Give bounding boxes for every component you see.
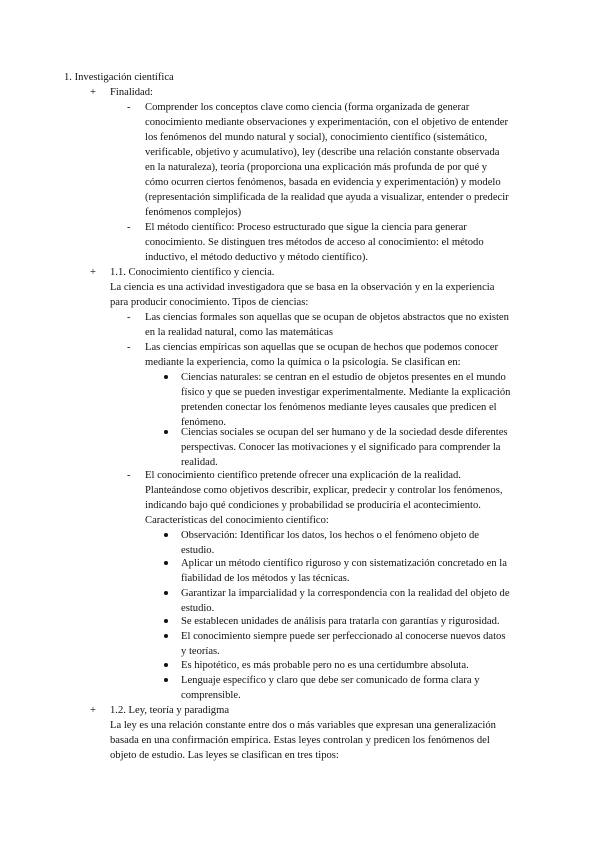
text-line: Ciencias naturales: se centran en el estudio de objetos presentes en el mundo xyxy=(181,372,506,383)
subsection-title: 1.2. Ley, teoría y paradigma xyxy=(110,705,230,716)
text-line: físico y que se pueden investigar experimentalmente. Mediante la explicación xyxy=(181,387,511,398)
bullet-icon xyxy=(164,663,168,667)
bullet-icon xyxy=(164,561,168,565)
text-line: para producir conocimiento. Tipos de ciencias: xyxy=(110,297,309,308)
text-line: fenómeno. xyxy=(181,417,227,428)
text-line: mediante la experiencia, como la química o la psicología. Se clasifican en: xyxy=(145,357,461,368)
text-line: perspectivas. Conocer las motivaciones y el significado para comprender la xyxy=(181,442,501,453)
text-line: estudio. xyxy=(181,545,215,556)
text-line: Planteándose como objetivos describir, explicar, predecir y controlar los fenómenos, xyxy=(145,485,503,496)
text-line: Se establecen unidades de análisis para tratarla con garantías y rigurosidad. xyxy=(181,616,500,627)
dash-marker: - xyxy=(127,102,131,113)
text-line: inductivo, el método deductivo y método científico). xyxy=(145,252,369,263)
text-line: conocimiento mediante observaciones y experimentación, con el objetivo de entender xyxy=(145,117,508,128)
bullet-icon xyxy=(164,591,168,595)
text-line: en la naturaleza), teoría (proporciona una explicación más profunda de por qué y xyxy=(145,162,488,173)
text-line: El método científico: Proceso estructurado que sigue la ciencia para generar xyxy=(145,222,467,233)
text-line: Lenguaje específico y claro que debe ser comunicado de forma clara y xyxy=(181,675,480,686)
dash-marker: - xyxy=(127,470,131,481)
text-line: Las ciencias formales son aquellas que se ocupan de objetos abstractos que no existen xyxy=(145,312,509,323)
text-line: fiabilidad de los métodos y las técnicas. xyxy=(181,573,350,584)
text-line: (representación simplificada de la realidad que ayuda a visualizar, entender o predecir xyxy=(145,192,509,203)
text-line: fenómenos complejos) xyxy=(145,207,242,218)
text-line: comprensible. xyxy=(181,690,241,701)
text-line: Aplicar un método científico riguroso y con sistematización concretado en la xyxy=(181,558,507,569)
text-line: indicando bajo qué condiciones y probabilidad se produciría el acontecimiento. xyxy=(145,500,481,511)
text-line: Es hipotético, es más probable pero no es una certidumbre absoluta. xyxy=(181,660,469,671)
text-line: objeto de estudio. Las leyes se clasifican en tres tipos: xyxy=(110,750,339,761)
dash-marker: - xyxy=(127,312,131,323)
text-line: Características del conocimiento científico: xyxy=(145,515,329,526)
text-line: La ciencia es una actividad investigadora que se basa en la observación y en la experiencia xyxy=(110,282,495,293)
text-line: Las ciencias empíricas son aquellas que se ocupan de hechos que podemos conocer xyxy=(145,342,498,353)
text-line: Comprender los conceptos clave como ciencia (forma organizada de generar xyxy=(145,102,470,113)
bullet-icon xyxy=(164,430,168,434)
plus-marker: + xyxy=(90,705,96,716)
bullet-icon xyxy=(164,619,168,623)
text-line: conocimiento. Se distinguen tres métodos de acceso al conocimiento: el método xyxy=(145,237,484,248)
text-line: Ciencias sociales se ocupan del ser humano y de la sociedad desde diferentes xyxy=(181,427,508,438)
text-line: El conocimiento científico pretende ofrecer una explicación de la realidad. xyxy=(145,470,461,481)
text-line: verificable, objetivo y acumulativo), ley (describe una relación constante observada xyxy=(145,147,500,158)
subsection-title: 1.1. Conocimiento científico y ciencia. xyxy=(110,267,275,278)
text-line: realidad. xyxy=(181,457,218,468)
finalidad-label: Finalidad: xyxy=(110,87,153,98)
text-line: El conocimiento siempre puede ser perfeccionado al conocerse nuevos datos xyxy=(181,631,506,642)
text-line: y teorías. xyxy=(181,646,220,657)
bullet-icon xyxy=(164,533,168,537)
text-line: basada en una confirmación empírica. Estas leyes controlan y predicen los fenómenos del xyxy=(110,735,490,746)
text-line: Garantizar la imparcialidad y la correspondencia con la realidad del objeto de xyxy=(181,588,510,599)
text-line: los fenómenos del mundo natural y social), conocimiento científico (sistemático, xyxy=(145,132,488,143)
dash-marker: - xyxy=(127,342,131,353)
section-heading: 1. Investigación científica xyxy=(64,72,174,83)
bullet-icon xyxy=(164,375,168,379)
text-line: pretenden conectar los fenómenos mediante leyes causales que predicen el xyxy=(181,402,497,413)
bullet-icon xyxy=(164,634,168,638)
text-line: Observación: Identificar los datos, los hechos o el fenómeno objeto de xyxy=(181,530,480,541)
plus-marker: + xyxy=(90,87,96,98)
plus-marker: + xyxy=(90,267,96,278)
text-line: estudio. xyxy=(181,603,215,614)
dash-marker: - xyxy=(127,222,131,233)
text-line: La ley es una relación constante entre dos o más variables que expresan una generalización xyxy=(110,720,496,731)
bullet-icon xyxy=(164,678,168,682)
text-line: cómo ocurren ciertos fenómenos, basada en evidencia y experimentación) y modelo xyxy=(145,177,501,188)
text-line: en la realidad natural, como las matemáticas xyxy=(145,327,333,338)
